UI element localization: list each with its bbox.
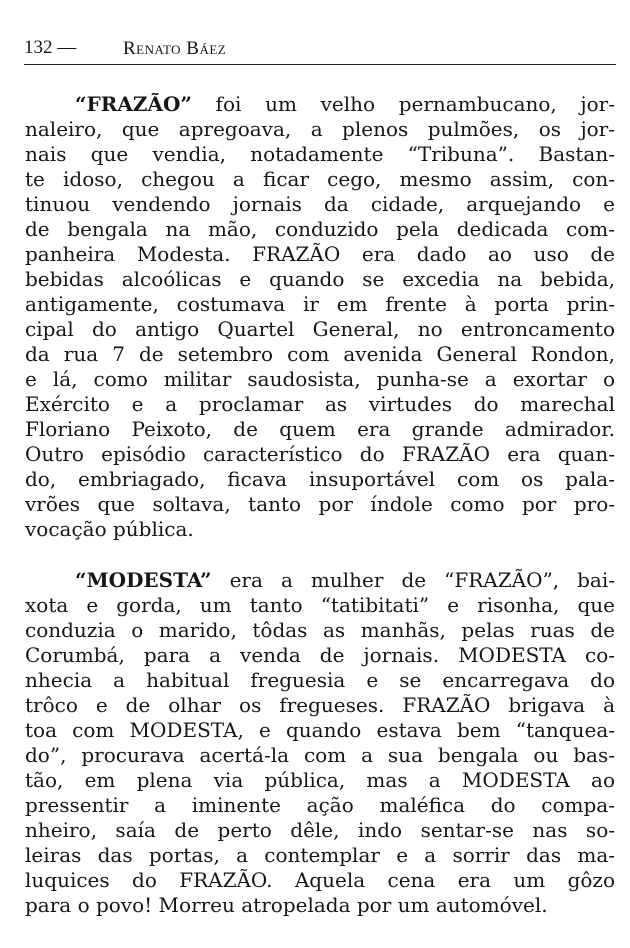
- text-line: toa com MODESTA, e quando estava bem “tanquea-: [25, 718, 615, 742]
- text-line: tão, em plena via pública, mas a MODESTA ao: [25, 768, 615, 792]
- header-dash: —: [57, 37, 77, 58]
- lead-term: “MODESTA”: [75, 568, 212, 592]
- text-line: tinuou vendendo jornais da cidade, arquejando e: [25, 192, 615, 216]
- text-line: cipal do antigo Quartel General, no entroncamento: [25, 317, 615, 341]
- text-line: conduzia o marido, tôdas as manhãs, pelas ruas de: [25, 618, 615, 642]
- page-number-line: [24, 37, 76, 59]
- text-line: “MODESTA” era a mulher de “FRAZÃO”, bai-: [75, 568, 615, 592]
- text-line: luquices do FRAZÃO. Aquela cena era um gôzo: [25, 868, 615, 892]
- text-line: de bengala na mão, conduzido pela dedicada com-: [25, 217, 615, 241]
- text-line: da rua 7 de setembro com avenida General Rondon,: [25, 342, 615, 366]
- text-line: Floriano Peixoto, de quem era grande admirador.: [25, 417, 615, 441]
- text-line: Outro episódio característico do FRAZÃO era quan-: [25, 442, 615, 466]
- text-line: vrões que soltava, tanto por índole como por pro-: [25, 492, 615, 516]
- text-line: xota e gorda, um tanto “tatibitati” e risonha, que: [25, 593, 615, 617]
- lead-term: “FRAZÃO”: [75, 92, 192, 116]
- text-line: para o povo! Morreu atropelada por um automóvel.: [25, 893, 548, 917]
- text-line: leiras das portas, a contemplar e a sorrir das ma-: [25, 843, 615, 867]
- text-line: pressentir a iminente ação maléfica do compa-: [25, 793, 615, 817]
- text-line: do, embriagado, ficava insuportável com os pala-: [25, 467, 615, 491]
- text-line: panheira Modesta. FRAZÃO era dado ao uso de: [25, 242, 615, 266]
- text-line: naleiro, que apregoava, a plenos pulmões, os jor-: [25, 117, 615, 141]
- text-line: e lá, como militar saudosista, punha-se a exortar o: [25, 367, 615, 391]
- text-line: nheiro, saía de perto dêle, indo sentar-se nas so-: [25, 818, 615, 842]
- text-line: te idoso, chegou a ficar cego, mesmo assim, con-: [25, 167, 615, 191]
- text-line: bebidas alcoólicas e quando se excedia na bebida,: [25, 267, 615, 291]
- text-line: “FRAZÃO” foi um velho pernambucano, jor-: [75, 92, 615, 116]
- author-name: Renato Báez: [123, 38, 227, 59]
- text-line: antigamente, costumava ir em frente à porta prin-: [25, 292, 615, 316]
- text-line: Exército e a proclamar as virtudes do marechal: [25, 392, 615, 416]
- page-number: 132: [24, 37, 53, 58]
- running-header: [24, 37, 616, 65]
- text-line: nhecia a habitual freguesia e se encarregava do: [25, 668, 615, 692]
- text-line: nais que vendia, notadamente “Tribuna”. Bastan-: [25, 142, 615, 166]
- text-line: trôco e de olhar os fregueses. FRAZÃO brigava à: [25, 693, 615, 717]
- text-line: vocação pública.: [25, 517, 194, 541]
- text-line: do”, procurava acertá-la com a sua bengala ou bas-: [25, 743, 615, 767]
- text-line: Corumbá, para a venda de jornais. MODESTA co-: [25, 643, 615, 667]
